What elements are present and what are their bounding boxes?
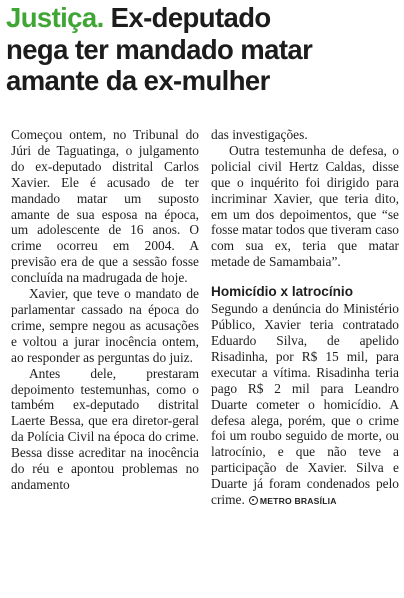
paragraph — [211, 301, 399, 510]
paragraph: das investigações. — [211, 127, 308, 142]
credit-label: METRO BRASÍLIA — [259, 496, 337, 507]
article-column-2 — [211, 127, 399, 510]
headline-line-2: nega ter mandado matar — [6, 33, 313, 65]
paragraph: Começou ontem, no Tribunal do Júri de Taguatinga, o julgamento do ex-deputado distrital Carlos Xavier. Ele é acusado de ter mandado matar um suposto amante de sua esposa na época, um adolescente de 16 anos. O crime ocorreu em 2004. A previsão era de que a sessão fosse concluída na madrugada de hoje. — [11, 127, 199, 286]
paragraph: Antes dele, prestaram depoimento testemunhas, como o também ex-deputado distrital Laerte Bessa, que era diretor-geral da Polícia Civil na época do crime. Bessa disse acreditar na inocência do réu e apontou problemas no andamento — [11, 365, 199, 492]
metro-globe-icon — [249, 496, 258, 505]
paragraph: Xavier, que teve o mandato de parlamentar cassado na época do crime, sempre negou as acusações e voltou a jurar inocência ontem, ao responder as perguntas do juiz. — [11, 286, 199, 365]
section-label: Justiça. — [6, 2, 104, 33]
subheading: Homicídio x latrocínio — [211, 284, 353, 300]
headline-line-3: amante da ex-mulher — [6, 65, 270, 96]
headline-line-1 — [6, 2, 402, 34]
article-body — [11, 127, 399, 510]
article-column-1 — [11, 127, 199, 510]
paragraph-text: Segundo a denúncia do Ministério Público, Xavier teria contratado Eduardo Silva, de apelido Risadinha, por R$ 15 mil, para executar a vítima. Risadinha teria pago R$ 2 mil para Leandro Duarte cometer o homicídio. A defesa alega, porém, que o crime foi um roubo seguido de morte, ou latrocínio, e que não teve a participação de Xavier. Silva e Duarte já foram condenados pelo crime. — [211, 301, 399, 508]
headline — [6, 2, 402, 97]
headline-text-1: Ex-deputado — [110, 2, 271, 33]
paragraph: Outra testemunha de defesa, o policial civil Hertz Caldas, disse que o inquérito foi dirigido para incriminar Xavier, que teria dito, em um dos depoimentos, que “se fosse matar todos que tiveram caso com sua ex, teria que matar metade de Samambaia”. — [211, 142, 399, 270]
